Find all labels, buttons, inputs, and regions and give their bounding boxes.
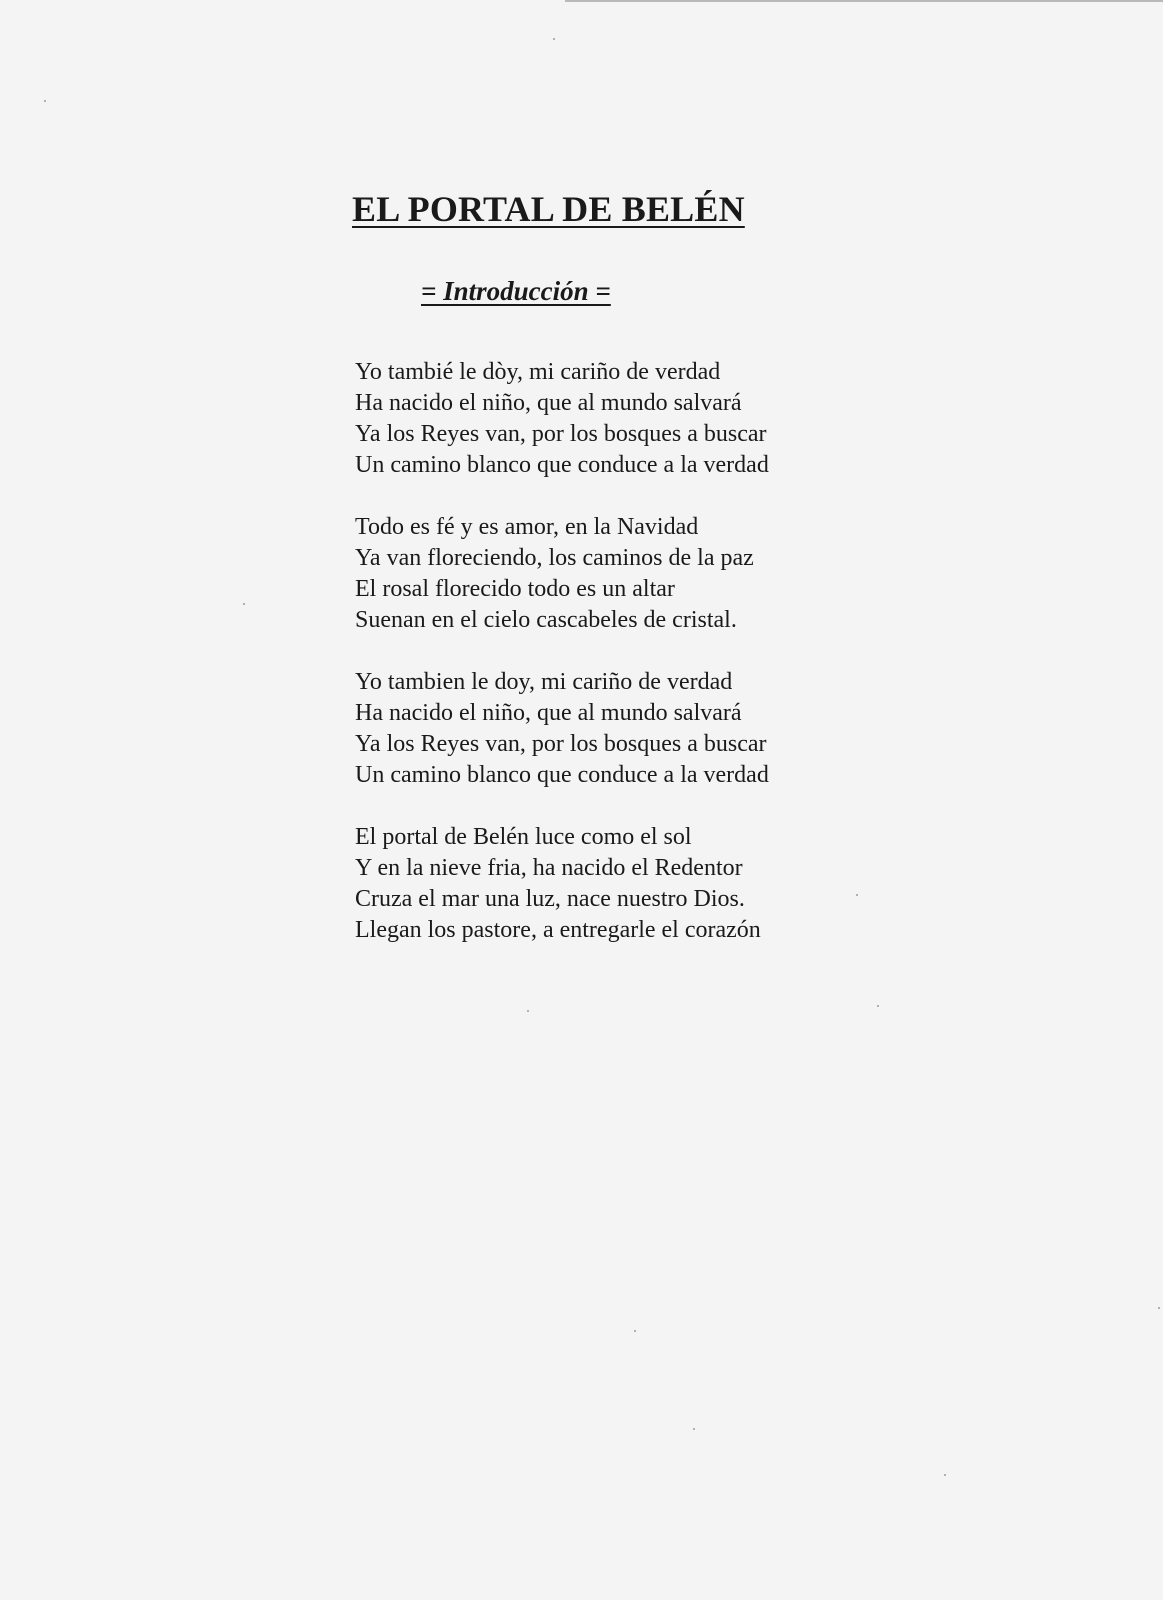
verse-line: Yo tambien le doy, mi cariño de verdad <box>355 669 733 695</box>
scan-speck <box>693 1428 695 1430</box>
song-title: EL PORTAL DE BELÉN <box>352 189 745 229</box>
scan-speck <box>634 1330 636 1332</box>
verse-line: Ya van floreciendo, los caminos de la paz <box>355 545 754 571</box>
verse-line: Suenan en el cielo cascabeles de cristal. <box>355 607 737 633</box>
stanza-2 <box>355 512 875 636</box>
verse-line: Cruza el mar una luz, nace nuestro Dios. <box>355 886 745 912</box>
verse-line: Llegan los pastore, a entregarle el corazón <box>355 917 761 943</box>
verse-line: Y en la nieve fria, ha nacido el Redentor <box>355 855 743 881</box>
verse-line: Un camino blanco que conduce a la verdad <box>355 762 769 788</box>
scan-speck <box>243 603 245 605</box>
stanza-1 <box>355 357 875 481</box>
verse-line: Un camino blanco que conduce a la verdad <box>355 452 769 478</box>
lyrics-body <box>355 357 875 977</box>
verse-line: El rosal florecido todo es un altar <box>355 576 675 602</box>
verse-line: El portal de Belén luce como el sol <box>355 824 692 850</box>
scan-speck <box>877 1005 879 1007</box>
scan-edge-line <box>565 0 1163 2</box>
verse-line: Ya los Reyes van, por los bosques a buscar <box>355 421 767 447</box>
verse-line: Todo es fé y es amor, en la Navidad <box>355 514 699 540</box>
scan-speck <box>944 1474 946 1476</box>
verse-line: Ya los Reyes van, por los bosques a buscar <box>355 731 767 757</box>
verse-line: Yo tambié le dòy, mi cariño de verdad <box>355 359 721 385</box>
scan-speck <box>856 894 858 896</box>
stanza-3 <box>355 667 875 791</box>
scan-speck <box>527 1010 529 1012</box>
section-heading-introduction: = Introducción = <box>421 276 611 306</box>
stanza-4 <box>355 822 875 946</box>
scan-speck <box>44 100 46 102</box>
verse-line: Ha nacido el niño, que al mundo salvará <box>355 700 742 726</box>
scan-speck <box>553 38 555 40</box>
verse-line: Ha nacido el niño, que al mundo salvará <box>355 390 742 416</box>
scan-speck <box>1158 1307 1160 1309</box>
